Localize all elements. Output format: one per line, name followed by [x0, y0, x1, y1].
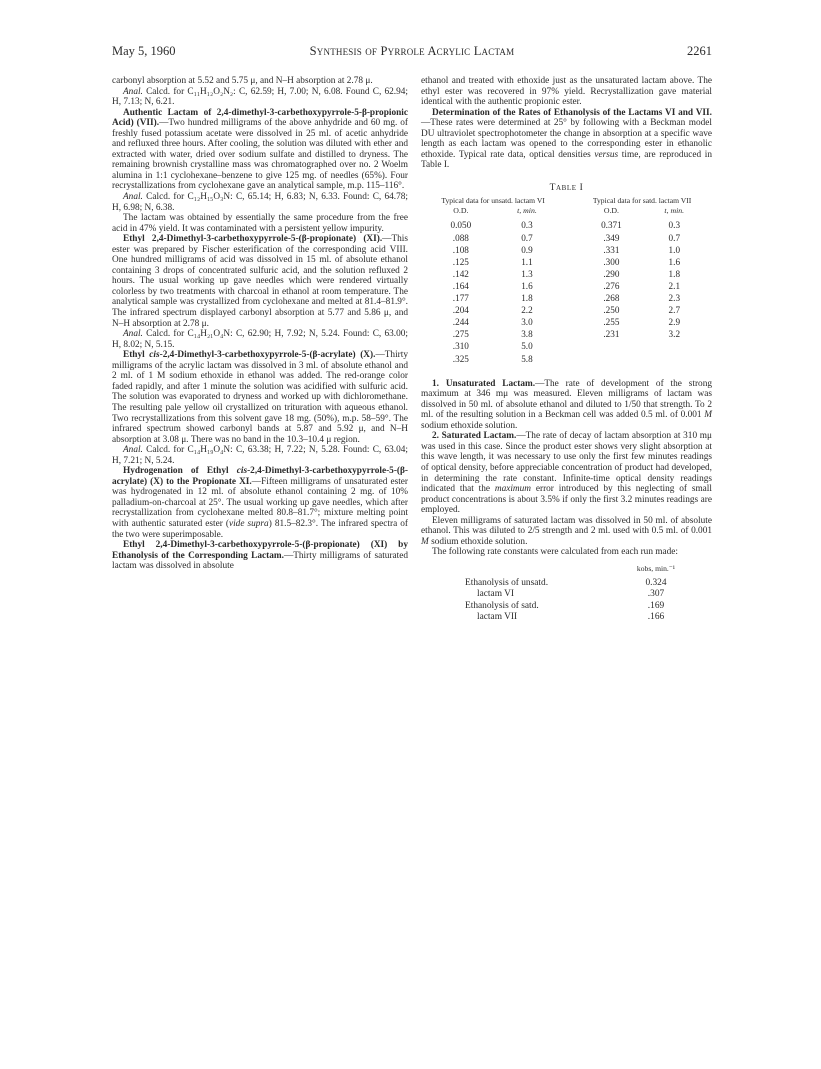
table-cell: .300: [603, 256, 620, 267]
section-heading: Authentic Lactam of 2,4-dimethyl-3-carbethoxypyrrole-5-β-propionic Acid) (VII).: [112, 107, 408, 129]
table-cell: 1.8: [521, 293, 533, 304]
table-row: [427, 280, 705, 292]
column-header: t, min.: [517, 206, 537, 216]
table-cell: .164: [452, 280, 469, 291]
section-heading: Hydrogenation of Ethyl cis-2,4-Dimethyl-3-carbethoxypyrrole-5-(β-acrylate) (X) to the Propionate XI.: [112, 466, 408, 487]
table-cell: .255: [603, 317, 620, 328]
rate-row: [465, 601, 691, 612]
table-cell: 1.0: [668, 244, 681, 255]
table-cell: 2.3: [668, 293, 681, 304]
rate-constants-table: [465, 562, 691, 623]
table-cell: .108: [452, 244, 469, 255]
rate-value: .307: [647, 589, 665, 600]
paragraph: The following rate constants were calculated from each run made:: [432, 547, 679, 558]
rate-label: lactam VI: [477, 589, 515, 600]
right-column: [421, 76, 712, 623]
table-cell: 2.9: [668, 317, 681, 328]
running-header: [112, 44, 712, 60]
section-heading: Ethyl 2,4-Dimethyl-3-carbethoxypyrrole-5-(β-propionate) (XI).: [123, 234, 383, 245]
rate-data-table: [427, 197, 705, 364]
table-cell: .142: [452, 268, 469, 279]
column-header: O.D.: [603, 206, 619, 216]
section-heading: 1. Unsaturated Lactam.: [432, 378, 536, 389]
table-cell: 0.7: [668, 232, 681, 243]
paragraph: 1. Unsaturated Lactam.—The rate of development of the strong maximum at 346 mμ was measured. Eleven milligrams of lactam was dissolved in 50 ml. of absolute ethanol and diluted to 1/50 that strength. To 2 ml. of the resulting solution in a Beckman cell was added 0.5 ml. of 0.001 M sodium ethoxide solution.: [421, 378, 712, 431]
table-row: [427, 292, 705, 304]
left-column: [112, 76, 408, 572]
table-cell: .268: [603, 293, 620, 304]
rate-value: .169: [647, 600, 665, 611]
table-cell: 5.8: [521, 353, 533, 364]
table-row: [427, 304, 705, 316]
table-cell: 1.3: [521, 268, 533, 279]
paragraph: Authentic Lactam of 2,4-dimethyl-3-carbethoxypyrrole-5-β-propionic Acid) (VII).—Two hundred milligrams of the above anhydride and 60 mg. of freshly fused potassium acetate were dissolved in 25 ml. of acetic anhydride and refluxed three hours. After cooling, the solution was diluted with ether and extracted with water, dried over sodium sulfate and distilled to dryness. The remaining brownish crystalline mass was chromatographed over no. 2 Woelm alumina in 1:1 cyclohexane–benzene to give 125 mg. of needles (65%). Four recrystallizations from cyclohexane gave an analytical sample, m.p. 115–116°.: [112, 107, 408, 192]
paragraph: Anal. Calcd. for C₁₁H₁₂O₂N₂: C, 62.59; H, 7.00; N, 6.08. Found C, 62.94; H, 7.13; N, 6.21.: [112, 86, 408, 108]
table-row: [427, 328, 705, 340]
table-cell: .331: [603, 244, 620, 255]
table-cell: 3.2: [668, 329, 681, 340]
table-cell: 2.7: [668, 305, 681, 316]
table-title: Table I: [549, 182, 584, 193]
rate-label: Ethanolysis of unsatd.: [465, 578, 549, 589]
paragraph: Ethyl 2,4-Dimethyl-3-carbethoxypyrrole-5-(β-propionate) (XI) by Ethanolysis of the Corresponding Lactam.—Thirty milligrams of saturated lactam was dissolved in absolute: [112, 540, 409, 572]
table-cell: 0.3: [668, 220, 681, 231]
table-cell: .349: [603, 232, 620, 243]
table-row: [427, 268, 705, 280]
table-cell: .088: [452, 232, 469, 243]
table-group-header: Typical data for unsatd. lactam VI: [441, 196, 545, 206]
rate-value: .166: [647, 611, 665, 622]
rate-column-header: kobs, min.⁻¹: [636, 563, 676, 573]
paragraph: Anal. Calcd. for C₁₄H₂₁O₄N: C, 62.90; H, 7.92; N, 5.24. Found: C, 63.00; H, 8.02; N, 5.15.: [112, 329, 408, 350]
table-row: [427, 219, 705, 231]
table-cell: [644, 340, 705, 352]
rate-row: [465, 578, 691, 589]
table-row: [427, 316, 705, 328]
table-cell: .250: [603, 305, 620, 316]
table-cell: 1.8: [668, 268, 681, 279]
table-cell: [579, 353, 643, 365]
section-heading: Determination of the Rates of Ethanolysis of the Lactams VI and VII.: [432, 107, 712, 118]
section-heading: 2. Saturated Lactam.: [432, 431, 517, 442]
paragraph: Eleven milligrams of saturated lactam was dissolved in 50 ml. of absolute ethanol. This was diluted to 2/5 strength and 2 ml. used with 0.5 ml. of 0.001 M sodium ethoxide solution.: [421, 515, 712, 547]
table-cell: 1.6: [521, 280, 533, 291]
table-row: [427, 353, 705, 365]
column-header: O.D.: [453, 206, 469, 216]
rate-row: [465, 612, 691, 623]
table-cell: .275: [452, 329, 469, 340]
table-cell: [579, 340, 643, 352]
table-cell: 0.050: [450, 220, 472, 231]
table-cell: 2.1: [668, 280, 681, 291]
table-cell: .290: [603, 268, 620, 279]
table-cell: .204: [452, 305, 469, 316]
table-row: [427, 244, 705, 256]
rate-value: 0.324: [645, 578, 667, 589]
table-cell: 5.0: [521, 341, 533, 352]
header-title: Synthesis of Pyrrole Acrylic Lactam: [309, 44, 515, 58]
section-heading: Ethyl 2,4-Dimethyl-3-carbethoxypyrrole-5-(β-propionate) (XI) by Ethanolysis of the Corresponding Lactam.: [112, 540, 408, 561]
paragraph: carbonyl absorption at 5.52 and 5.75 μ, and N–H absorption at 2.78 μ.: [112, 76, 373, 86]
table-cell: .125: [452, 256, 469, 267]
table-cell: 0.371: [601, 220, 622, 231]
paragraph: Determination of the Rates of Ethanolysis of the Lactams VI and VII.—These rates were determined at 25° by following with a Beckman model DU ultraviolet spectrophotometer the change in absorption at a specific wave length as each lactam was opened to the corresponding ester in ethanolic ethoxide. Typical rate data, optical densities versus time, are reproduced in Table I.: [421, 107, 712, 171]
table-cell: 2.2: [521, 305, 533, 316]
paragraph: Anal. Calcd. for C₁₄H₁₉O₄N: C, 63.38; H, 7.22; N, 5.28. Found: C, 63.04; H, 7.21; N, 5.24.: [112, 445, 408, 466]
paragraph: Anal. Calcd. for C₁₂H₁₅O₃N: C, 65.14; H, 6.83; N, 6.33. Found: C, 64.78; H, 6.98; N, 6.38.: [112, 192, 408, 213]
table-cell: 0.9: [521, 244, 533, 255]
paragraph: 2. Saturated Lactam.—The rate of decay of lactam absorption at 310 mμ was used in this case. Since the product ester shows very slight absorption at this wave length, it was necessary to use only the first few minutes readings of optical density, before appreciable concentration of product had developed, in determining the rate constant. Infinite-time optical density readings indicated that the maximum error introduced by this neglecting of small product concentrations is about 3.5% if only the first 3.2 minutes readings are employed.: [421, 431, 712, 516]
column-header: t, min.: [664, 206, 685, 216]
page-number: 2261: [687, 44, 712, 58]
table-cell: .276: [603, 280, 620, 291]
table-cell: [644, 353, 705, 365]
rate-row: [465, 589, 691, 600]
paragraph: The lactam was obtained by essentially the same procedure from the free acid in 47% yield. It was contaminated with a persistent yellow impurity.: [112, 213, 408, 234]
table-row: [427, 232, 705, 244]
paragraph: Ethyl 2,4-Dimethyl-3-carbethoxypyrrole-5-(β-propionate) (XI).—This ester was prepared by Fischer esterification of the corresponding acid VIII. One hundred milligrams of acid was dissolved in 15 ml. of absolute ethanol containing 3 drops of concentrated sulfuric acid, and the solution refluxed 2 hours. The usual working up gave needles which were rendered virtually colorless by two treatments with charcoal in ethanol at room temperature. The analytical sample was crystallized from cyclohexane and melted at 81.4–81.9°. The infrared spectrum displayed carbonyl absorption at 5.77 and 5.86 μ, and N–H absorption at 2.78 μ.: [112, 234, 408, 329]
table-cell: 1.1: [521, 256, 533, 267]
table-cell: 3.8: [521, 329, 533, 340]
header-date: May 5, 1960: [112, 44, 176, 58]
table-row: [427, 340, 705, 352]
table-group-header: Typical data for satd. lactam VII: [592, 196, 692, 206]
rate-label: lactam VII: [477, 611, 518, 622]
table-cell: .177: [452, 293, 469, 304]
paragraph: Hydrogenation of Ethyl cis-2,4-Dimethyl-3-carbethoxypyrrole-5-(β-acrylate) (X) to the Propionate XI.—Fifteen milligrams of unsaturated ester was hydrogenated in 12 ml. of absolute ethanol containing 2 mg. of 10% palladium-on-charcoal at 25°. The usual working up gave needles, which after recrystallization from cyclohexane melted 80.8–81.7°; mixture melting point with authentic saturated ester (vide supra) 81.5–82.3°. The infrared spectra of the two were superimposable.: [112, 466, 409, 540]
section-heading: Ethyl cis-2,4-Dimethyl-3-carbethoxypyrrole-5-(β-acrylate) (X).: [123, 350, 376, 361]
table-cell: 1.6: [668, 256, 681, 267]
table-cell: 0.3: [521, 220, 533, 231]
table-cell: 0.7: [521, 232, 533, 243]
table-cell: .244: [452, 317, 469, 328]
table-cell: .231: [603, 329, 620, 340]
paragraph: ethanol and treated with ethoxide just as the unsaturated lactam above. The ethyl ester was recovered in 97% yield. Recrystallization gave material identical with the authentic propionic ester.: [421, 76, 712, 108]
table-cell: .310: [452, 341, 469, 352]
table-row: [427, 256, 705, 268]
table-cell: 3.0: [521, 317, 533, 328]
table-cell: .325: [452, 353, 469, 364]
paragraph: Ethyl cis-2,4-Dimethyl-3-carbethoxypyrrole-5-(β-acrylate) (X).—Thirty milligrams of the acrylic lactam was dissolved in 3 ml. of absolute ethanol and 2 ml. of 1 M sodium ethoxide in ethanol was added. The red-orange color faded rapidly, and after 1 minute the solution was acidified with sulfuric acid. The solution was evaporated to dryness and worked up with dichloromethane. The resulting pale yellow oil crystallized on trituration with aqueous ethanol. Two recrystallizations from this solvent gave 18 mg. (50%), m.p. 58–59°. The infrared spectrum showed carbonyl bands at 5.87 and 5.92 μ, and N–H absorption at 3.08 μ. There was no band in the 10.3–10.4 μ region.: [112, 350, 408, 445]
rate-label: Ethanolysis of satd.: [465, 600, 539, 611]
